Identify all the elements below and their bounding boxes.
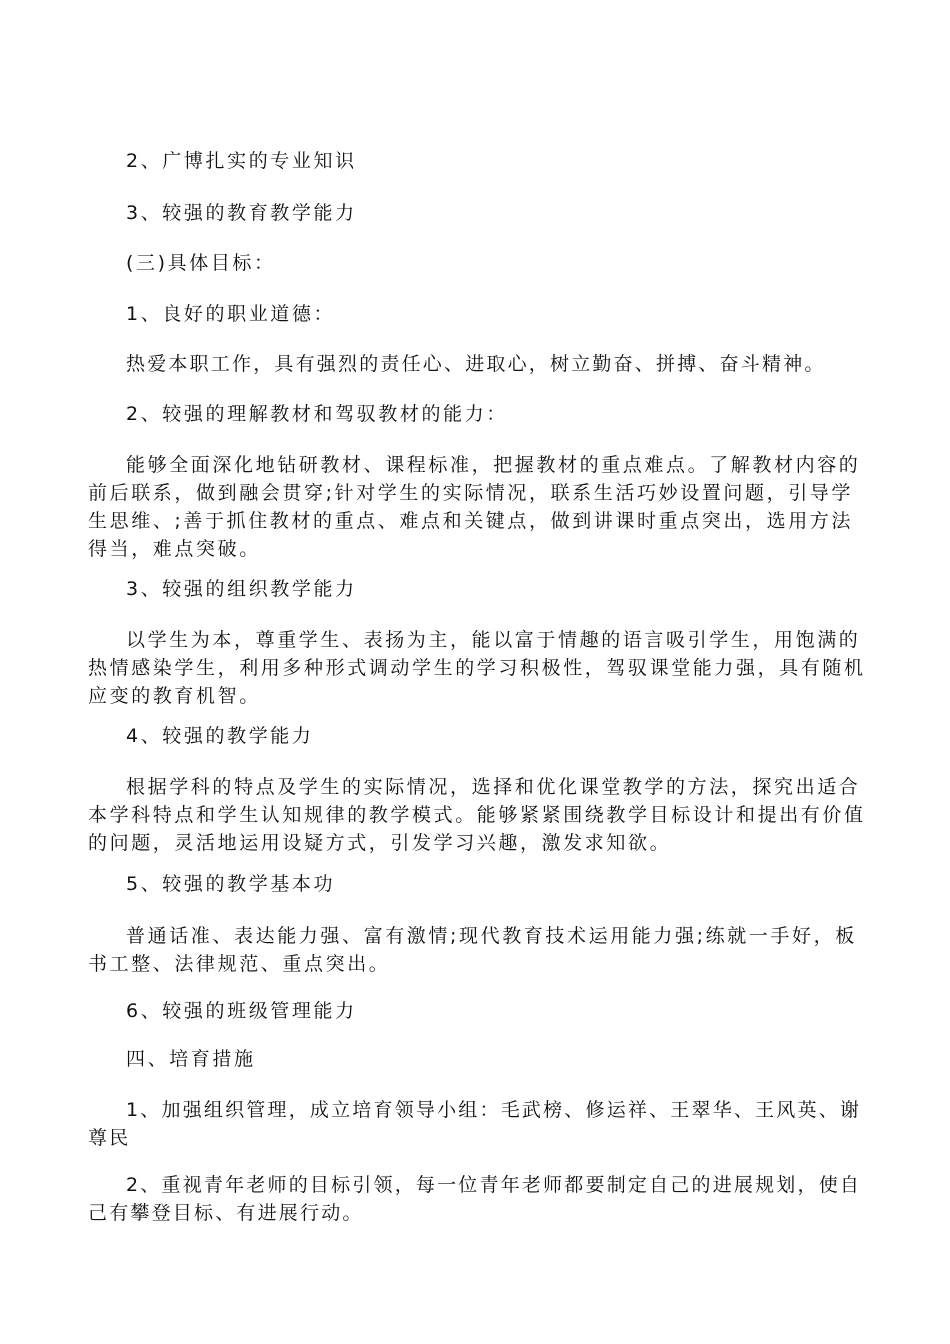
paragraph-basic-skills: 普通话准、表达能力强、富有激情;现代教育技术运用能力强;练就一手好，板书工整、法律规范、重点突出。	[88, 925, 857, 975]
heading-teaching-ability: 3、较强的教育教学能力	[126, 202, 357, 224]
heading-professional-ethics: 1、良好的职业道德：	[126, 303, 336, 325]
paragraph-goal-guidance: 2、重视青年老师的目标引领，每一位青年老师都要制定自己的进展规划，使自己有攀登目标、有进展行动。	[88, 1174, 862, 1224]
heading-basic-skills: 5、较强的教学基本功	[126, 873, 336, 895]
paragraph-organization-management: 1、加强组织管理，成立培育领导小组：毛武榜、修运祥、王翠华、王风英、谢尊民	[88, 1099, 862, 1149]
paragraph-teaching-skill: 根据学科的特点及学生的实际情况，选择和优化课堂教学的方法，探究出适合本学科特点和学生认知规律的教学模式。能够紧紧围绕教学目标设计和提出有价值的问题，灵活地运用设疑方式，引发学习兴趣，激发求知欲。	[88, 776, 866, 854]
paragraph-organization: 以学生为本，尊重学生、表扬为主，能以富于情趣的语言吸引学生，用饱满的热情感染学生，利用多种形式调动学生的学习积极性，驾驭课堂能力强，具有随机应变的教育机智。	[88, 629, 866, 707]
heading-textbook-ability: 2、较强的理解教材和驾驭教材的能力：	[126, 403, 508, 425]
heading-teaching-skill: 4、较强的教学能力	[126, 725, 314, 747]
heading-specific-goals: (三)具体目标：	[126, 252, 276, 274]
heading-training-measures: 四、培育措施	[126, 1048, 256, 1070]
paragraph-textbook: 能够全面深化地钻研教材、课程标准，把握教材的重点难点。了解教材内容的前后联系，做到融会贯穿;针对学生的实际情况，联系生活巧妙设置问题，引导学生思维、;善于抓住教材的重点、难点和关键点，做到讲课时重点突出，选用方法得当，难点突破。	[88, 454, 861, 560]
heading-professional-knowledge: 2、广博扎实的专业知识	[126, 150, 357, 172]
heading-class-management: 6、较强的班级管理能力	[126, 1000, 357, 1022]
heading-organization-ability: 3、较强的组织教学能力	[126, 578, 357, 600]
paragraph-ethics: 热爱本职工作，具有强烈的责任心、进取心，树立勤奋、拼搏、奋斗精神。	[126, 353, 826, 375]
